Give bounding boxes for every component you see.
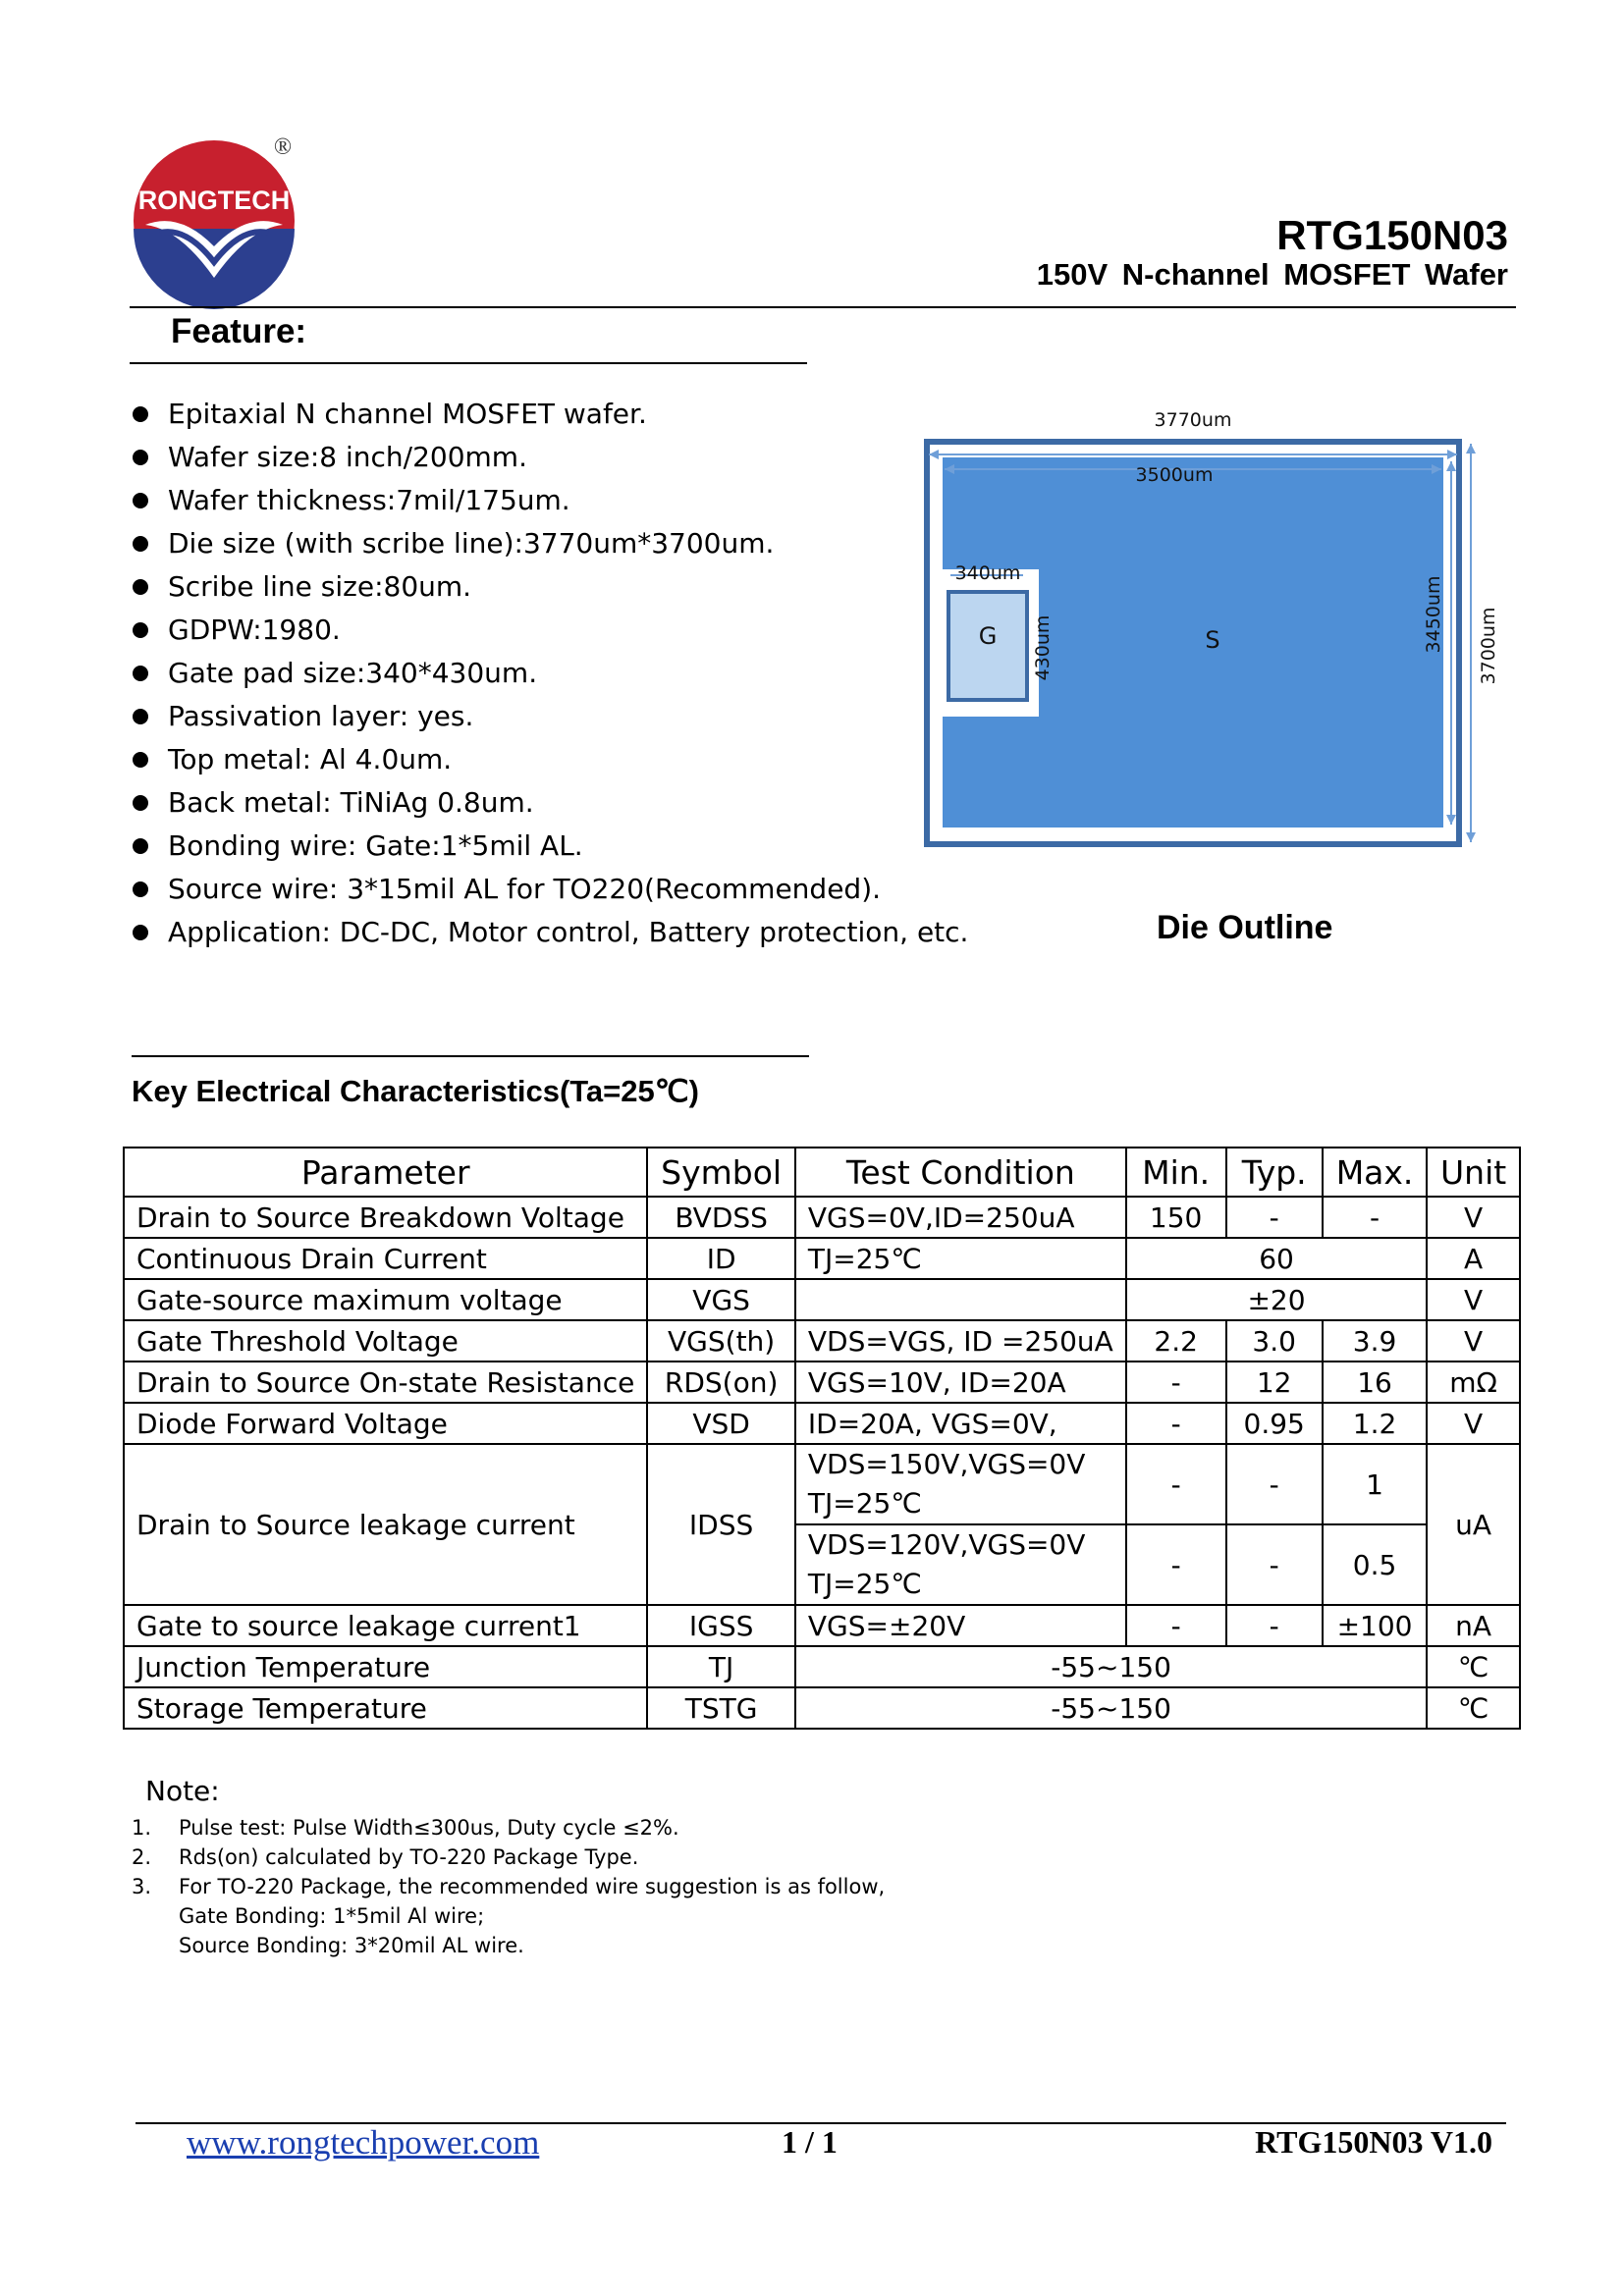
max-cell: - bbox=[1323, 1197, 1427, 1238]
header-unit: Unit bbox=[1427, 1148, 1520, 1197]
gate-width-label: 340um bbox=[954, 562, 1021, 584]
table-row bbox=[124, 1320, 1520, 1362]
note-number: 1. bbox=[132, 1816, 152, 1840]
condition-line: TJ=25℃ bbox=[807, 1568, 922, 1600]
feature-list bbox=[133, 393, 968, 954]
note-text: Rds(on) calculated by TO-220 Package Type. bbox=[179, 1845, 639, 1869]
parameter-cell: Continuous Drain Current bbox=[124, 1238, 647, 1279]
symbol-cell: BVDSS bbox=[647, 1197, 795, 1238]
condition-cell: VGS=10V, ID=20A bbox=[795, 1362, 1126, 1403]
inner-height-label: 3450um bbox=[1423, 575, 1444, 654]
note-subline: Gate Bonding: 1*5mil Al wire; bbox=[179, 1904, 485, 1928]
parameter-cell: Gate Threshold Voltage bbox=[124, 1320, 647, 1362]
condition-line: VDS=150V,VGS=0V bbox=[807, 1448, 1086, 1480]
value-cell: -55~150 bbox=[795, 1687, 1427, 1729]
feature-item: Scribe line size:80um. bbox=[133, 565, 968, 609]
note-item bbox=[132, 1872, 885, 1960]
rongtech-logo bbox=[126, 131, 312, 317]
outer-width-label: 3770um bbox=[1154, 409, 1232, 431]
condition-cell bbox=[795, 1279, 1126, 1320]
symbol-cell: ID bbox=[647, 1238, 795, 1279]
die-outline-caption: Die Outline bbox=[1157, 909, 1333, 946]
symbol-cell: VGS bbox=[647, 1279, 795, 1320]
condition-cell bbox=[795, 1524, 1126, 1605]
characteristics-table bbox=[123, 1147, 1521, 1730]
feature-item: Back metal: TiNiAg 0.8um. bbox=[133, 781, 968, 825]
feature-item: Wafer size:8 inch/200mm. bbox=[133, 436, 968, 479]
table-row bbox=[124, 1403, 1520, 1444]
value-cell: -55~150 bbox=[795, 1646, 1427, 1687]
unit-cell: V bbox=[1427, 1197, 1520, 1238]
unit-cell: mΩ bbox=[1427, 1362, 1520, 1403]
unit-cell: ℃ bbox=[1427, 1687, 1520, 1729]
max-cell: 3.9 bbox=[1323, 1320, 1427, 1362]
unit-cell: V bbox=[1427, 1279, 1520, 1320]
feature-item: GDPW:1980. bbox=[133, 609, 968, 652]
typ-cell: 3.0 bbox=[1226, 1320, 1323, 1362]
min-cell: - bbox=[1126, 1362, 1226, 1403]
max-cell: ±100 bbox=[1323, 1605, 1427, 1646]
symbol-cell: IGSS bbox=[647, 1605, 795, 1646]
feature-item: Bonding wire: Gate:1*5mil AL. bbox=[133, 825, 968, 868]
max-cell: 1.2 bbox=[1323, 1403, 1427, 1444]
parameter-cell: Drain to Source On-state Resistance bbox=[124, 1362, 647, 1403]
symbol-cell: VGS(th) bbox=[647, 1320, 795, 1362]
min-cell: - bbox=[1126, 1605, 1226, 1646]
condition-cell: VGS=±20V bbox=[795, 1605, 1126, 1646]
typ-cell: 12 bbox=[1226, 1362, 1323, 1403]
header-min: Min. bbox=[1126, 1148, 1226, 1197]
min-cell: 150 bbox=[1126, 1197, 1226, 1238]
min-cell: - bbox=[1126, 1444, 1226, 1524]
characteristics-heading: Key Electrical Characteristics(Ta=25℃) bbox=[132, 1074, 699, 1108]
part-subtitle: 150V N-channel MOSFET Wafer bbox=[1036, 257, 1508, 292]
header-max: Max. bbox=[1323, 1148, 1427, 1197]
note-text: Pulse test: Pulse Width≤300us, Duty cycle ≤2%. bbox=[179, 1816, 679, 1840]
logo-text: RONGTECH bbox=[137, 186, 291, 215]
document-version: RTG150N03 V1.0 bbox=[1255, 2124, 1492, 2160]
unit-cell: nA bbox=[1427, 1605, 1520, 1646]
header-typ: Typ. bbox=[1226, 1148, 1323, 1197]
table-header-row bbox=[124, 1148, 1520, 1197]
notes-heading: Note: bbox=[145, 1775, 220, 1807]
symbol-cell: TJ bbox=[647, 1646, 795, 1687]
feature-divider bbox=[130, 362, 807, 364]
source-label: S bbox=[1205, 626, 1220, 654]
condition-line: VDS=120V,VGS=0V bbox=[807, 1528, 1086, 1561]
gate-height-label: 430um bbox=[1032, 614, 1054, 681]
characteristics-divider bbox=[132, 1055, 809, 1057]
table-row bbox=[124, 1605, 1520, 1646]
part-number: RTG150N03 bbox=[1276, 212, 1508, 258]
feature-item: Top metal: Al 4.0um. bbox=[133, 738, 968, 781]
parameter-cell: Storage Temperature bbox=[124, 1687, 647, 1729]
notes-list bbox=[132, 1813, 885, 1960]
typ-cell: - bbox=[1226, 1605, 1323, 1646]
parameter-cell: Drain to Source Breakdown Voltage bbox=[124, 1197, 647, 1238]
condition-cell: TJ=25℃ bbox=[795, 1238, 1126, 1279]
value-cell: 60 bbox=[1126, 1238, 1427, 1279]
unit-cell: V bbox=[1427, 1403, 1520, 1444]
parameter-cell: Gate to source leakage current1 bbox=[124, 1605, 647, 1646]
symbol-cell: IDSS bbox=[647, 1444, 795, 1605]
feature-item: Die size (with scribe line):3770um*3700um. bbox=[133, 522, 968, 565]
table-row bbox=[124, 1362, 1520, 1403]
condition-cell bbox=[795, 1444, 1126, 1524]
symbol-cell: VSD bbox=[647, 1403, 795, 1444]
unit-cell: V bbox=[1427, 1320, 1520, 1362]
feature-item: Gate pad size:340*430um. bbox=[133, 652, 968, 695]
min-cell: - bbox=[1126, 1403, 1226, 1444]
registered-mark: ® bbox=[273, 134, 293, 160]
condition-cell: VDS=VGS, ID =250uA bbox=[795, 1320, 1126, 1362]
header-divider bbox=[130, 306, 1516, 308]
gate-label: G bbox=[978, 622, 998, 650]
die-outline-diagram bbox=[913, 400, 1499, 852]
table-row bbox=[124, 1646, 1520, 1687]
parameter-cell: Drain to Source leakage current bbox=[124, 1444, 647, 1605]
table-row bbox=[124, 1444, 1520, 1524]
unit-cell: ℃ bbox=[1427, 1646, 1520, 1687]
note-subline: Source Bonding: 3*20mil AL wire. bbox=[179, 1934, 524, 1957]
table-row bbox=[124, 1687, 1520, 1729]
inner-width-label: 3500um bbox=[1135, 464, 1214, 486]
page-number: 1 / 1 bbox=[782, 2124, 838, 2160]
header-symbol: Symbol bbox=[647, 1148, 795, 1197]
unit-cell: A bbox=[1427, 1238, 1520, 1279]
feature-heading: Feature: bbox=[171, 312, 307, 350]
note-item bbox=[132, 1813, 885, 1842]
symbol-cell: RDS(on) bbox=[647, 1362, 795, 1403]
condition-cell: ID=20A, VGS=0V, bbox=[795, 1403, 1126, 1444]
outer-height-label: 3700um bbox=[1478, 607, 1499, 685]
typ-cell: - bbox=[1226, 1444, 1323, 1524]
website-link[interactable]: www.rongtechpower.com bbox=[187, 2123, 540, 2162]
feature-item: Source wire: 3*15mil AL for TO220(Recommended). bbox=[133, 868, 968, 911]
feature-item: Epitaxial N channel MOSFET wafer. bbox=[133, 393, 968, 436]
value-cell: ±20 bbox=[1126, 1279, 1427, 1320]
condition-line: TJ=25℃ bbox=[807, 1487, 922, 1520]
header-condition: Test Condition bbox=[795, 1148, 1126, 1197]
feature-item: Wafer thickness:7mil/175um. bbox=[133, 479, 968, 522]
max-cell: 16 bbox=[1323, 1362, 1427, 1403]
unit-cell: uA bbox=[1427, 1444, 1520, 1605]
table-row bbox=[124, 1279, 1520, 1320]
min-cell: - bbox=[1126, 1524, 1226, 1605]
condition-cell: VGS=0V,ID=250uA bbox=[795, 1197, 1126, 1238]
feature-item: Passivation layer: yes. bbox=[133, 695, 968, 738]
note-number: 2. bbox=[132, 1845, 152, 1869]
feature-item: Application: DC-DC, Motor control, Battery protection, etc. bbox=[133, 911, 968, 954]
parameter-cell: Junction Temperature bbox=[124, 1646, 647, 1687]
table-row bbox=[124, 1238, 1520, 1279]
note-text: For TO-220 Package, the recommended wire suggestion is as follow, bbox=[179, 1875, 886, 1898]
typ-cell: - bbox=[1226, 1197, 1323, 1238]
note-item bbox=[132, 1842, 885, 1872]
note-number: 3. bbox=[132, 1875, 152, 1898]
typ-cell: - bbox=[1226, 1524, 1323, 1605]
min-cell: 2.2 bbox=[1126, 1320, 1226, 1362]
typ-cell: 0.95 bbox=[1226, 1403, 1323, 1444]
table-row bbox=[124, 1197, 1520, 1238]
max-cell: 1 bbox=[1323, 1444, 1427, 1524]
parameter-cell: Gate-source maximum voltage bbox=[124, 1279, 647, 1320]
parameter-cell: Diode Forward Voltage bbox=[124, 1403, 647, 1444]
header-parameter: Parameter bbox=[124, 1148, 647, 1197]
max-cell: 0.5 bbox=[1323, 1524, 1427, 1605]
symbol-cell: TSTG bbox=[647, 1687, 795, 1729]
